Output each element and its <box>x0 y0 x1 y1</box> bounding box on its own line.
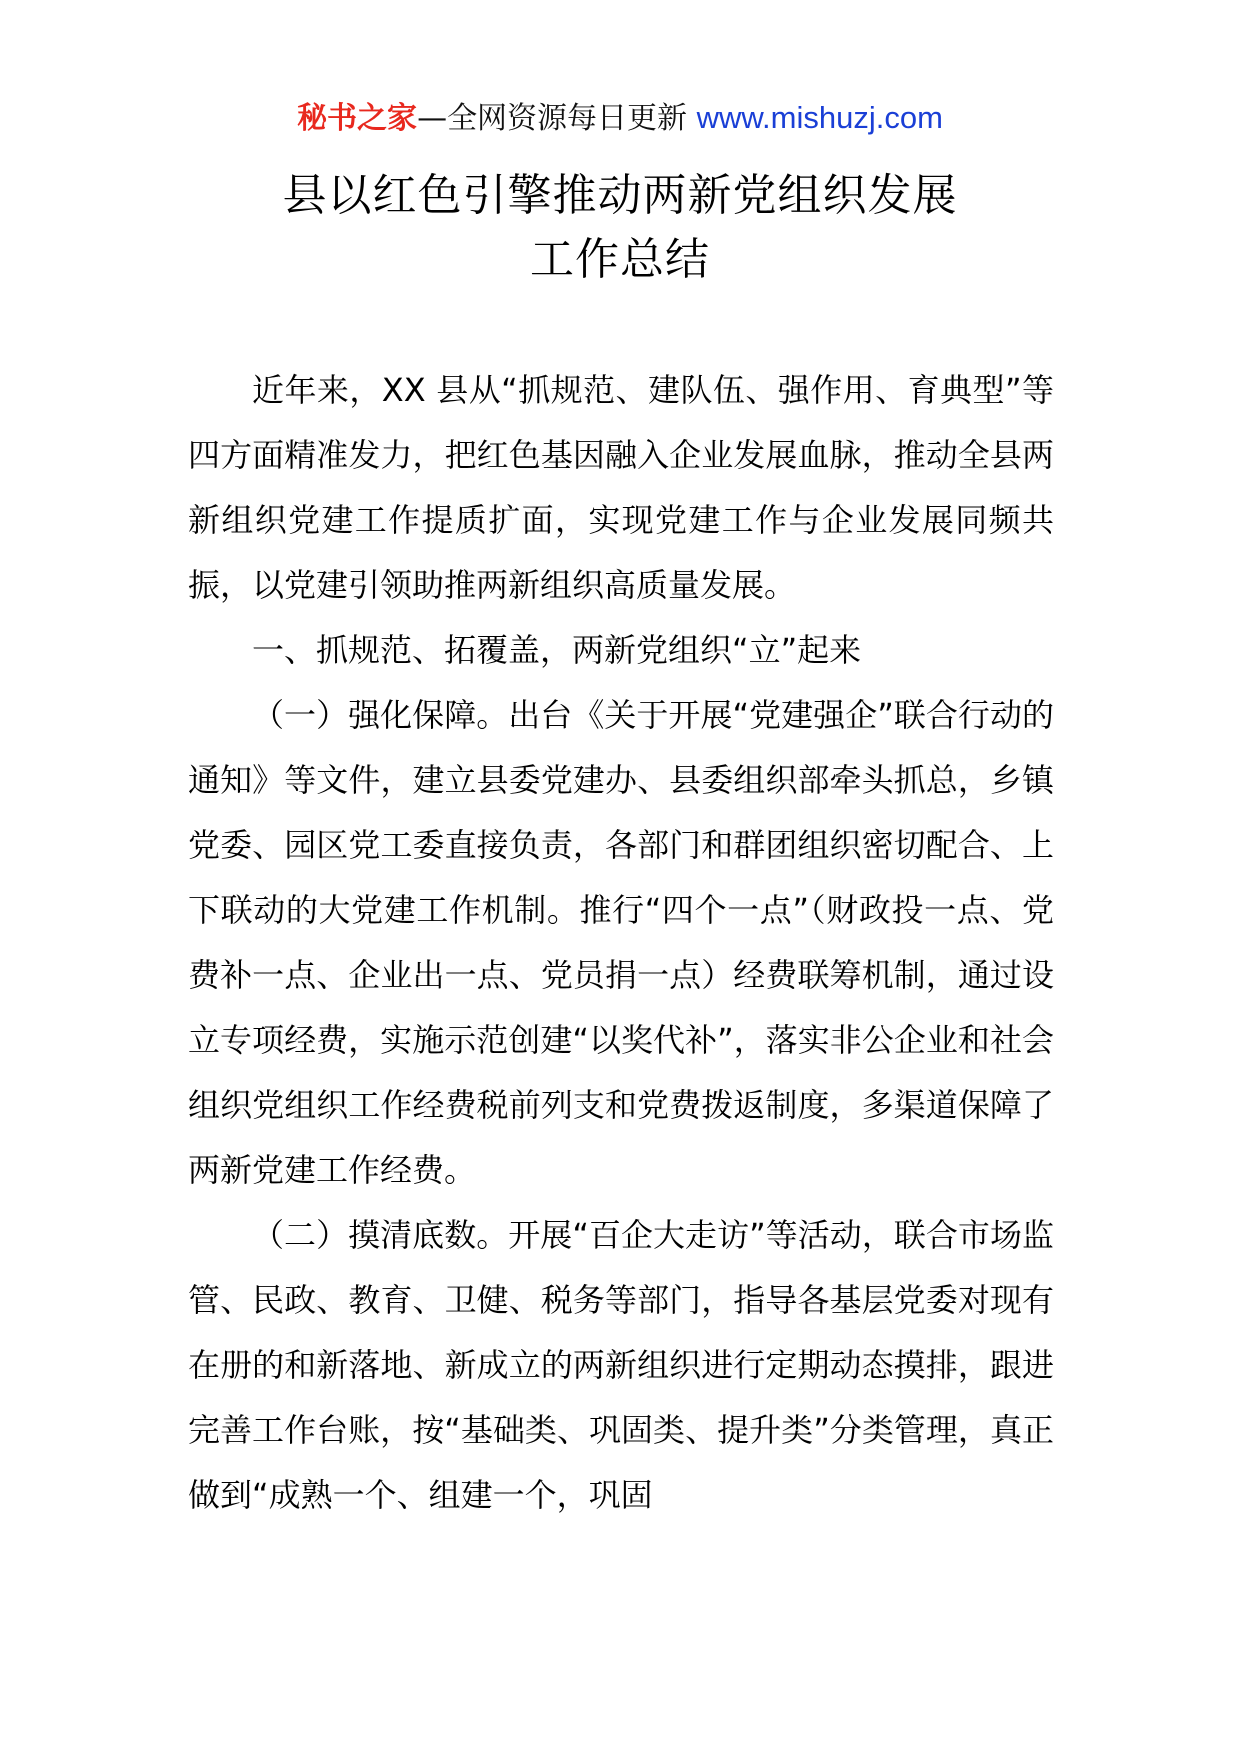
paragraph-strengthen-guarantee: （一）强化保障。出台《关于开展“党建强企”联合行动的通知》等文件，建立县委党建办、县委组织部牵头抓总，乡镇党委、园区党工委直接负责，各部门和群团组织密切配合、上下联动的大党建工作机制。推行“四个一点”（财政投一点、党费补一点、企业出一点、党员捐一点）经费联筹机制，通过设立专项经费，实施示范创建“以奖代补”，落实非公企业和社会组织党组织工作经费税前列支和党费拨返制度，多渠道保障了两新党建工作经费。 <box>188 696 1054 1189</box>
site-url-link[interactable]: www.mishuzj.com <box>696 100 943 135</box>
brand-name: 秘书之家 <box>297 101 418 136</box>
document-title <box>0 164 1240 292</box>
section-heading-1: 一、抓规范、拓覆盖，两新党组织“立”起来 <box>252 631 862 669</box>
title-line-2: 工作总结 <box>530 234 710 285</box>
document-body <box>188 358 1054 1528</box>
title-line-1: 县以红色引擎推动两新党组织发展 <box>282 170 958 221</box>
intro-paragraph: 近年来，XX 县从“抓规范、建队伍、强作用、育典型”等四方面精准发力，把红色基因融入企业发展血脉，推动全县两新组织党建工作提质扩面，实现党建工作与企业发展同频共振，以党建引领助推两新组织高质量发展。 <box>188 371 1054 604</box>
header-tagline: —全网资源每日更新 <box>417 101 697 136</box>
site-header <box>0 98 1240 139</box>
paragraph-clarify-base: （二）摸清底数。开展“百企大走访”等活动，联合市场监管、民政、教育、卫健、税务等部门，指导各基层党委对现有在册的和新落地、新成立的两新组织进行定期动态摸排，跟进完善工作台账，按“基础类、巩固类、提升类”分类管理，真正做到“成熟一个、组建一个，巩固 <box>188 1216 1054 1514</box>
